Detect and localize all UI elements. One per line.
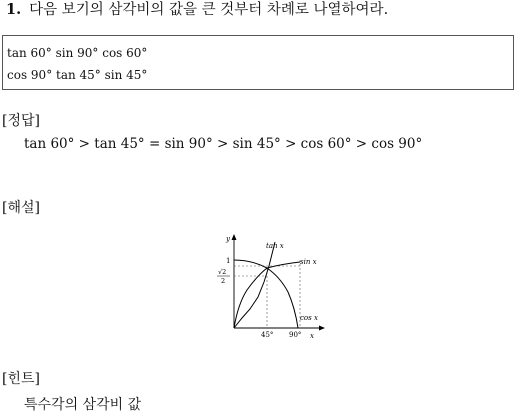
answer-header: [정답] [2, 113, 40, 129]
y-axis-arrow [232, 234, 237, 240]
tan-curve [234, 242, 275, 328]
y-tick-one: 1 [226, 257, 231, 265]
cos-label: cos x [300, 314, 318, 322]
hint-header: [힌트] [2, 371, 40, 387]
cos-curve [234, 260, 298, 328]
answer-text: tan 60° > tan 45° = sin 90° > sin 45° > cos 60° > cos 90° [24, 136, 423, 152]
x-axis-label: x [310, 332, 314, 340]
example-box [2, 35, 514, 90]
explanation-header: [해설] [2, 200, 40, 216]
example-line-1: tan 60° sin 90° cos 60° [7, 46, 148, 60]
y-tick-sqrt2-num: √2 [218, 268, 227, 276]
y-axis-label: y [226, 235, 230, 243]
question-text: 다음 보기의 삼각비의 값을 큰 것부터 차례로 나열하여라. [29, 2, 389, 18]
x-axis-arrow [319, 326, 325, 331]
hint-text: 특수각의 삼각비 값 [24, 397, 142, 412]
y-tick-sqrt2-den: 2 [221, 277, 226, 285]
x-tick-90: 90° [289, 331, 302, 339]
example-line-2: cos 90° tan 45° sin 45° [7, 68, 148, 82]
trig-graph [212, 230, 332, 345]
question-number: 1. [6, 1, 22, 18]
tan-label: tan x [266, 242, 284, 250]
question-title [6, 0, 388, 20]
x-tick-45: 45° [261, 331, 274, 339]
sin-label: sin x [300, 258, 317, 266]
